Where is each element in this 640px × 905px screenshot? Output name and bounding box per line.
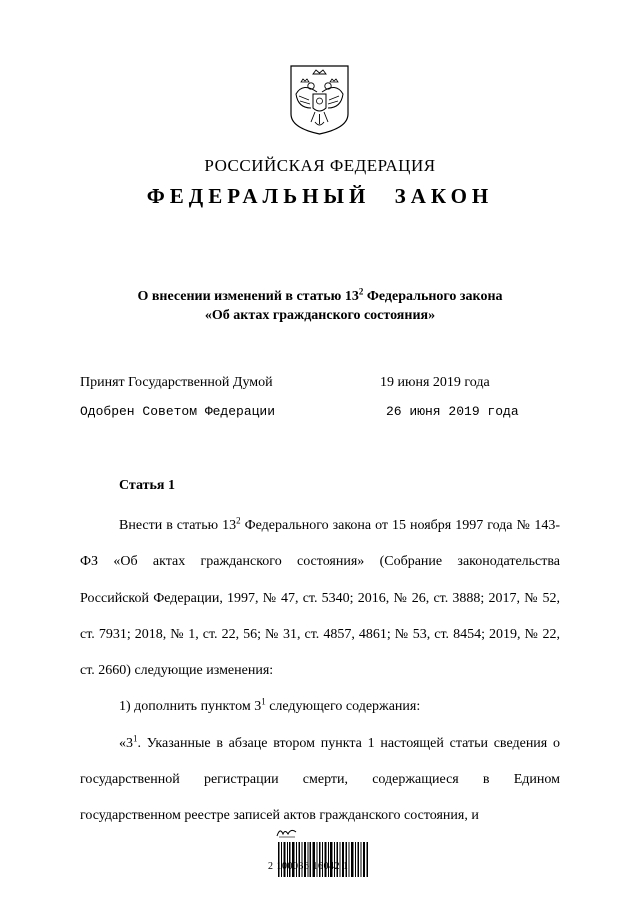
law-title-superscript: 2	[358, 286, 364, 297]
approval-date: 19 июня 2019 года	[380, 375, 490, 390]
law-title-line1-suffix: Федерального закона	[363, 289, 503, 304]
coat-of-arms-emblem	[287, 64, 352, 136]
superscript: 1	[133, 733, 138, 744]
barcode-block	[268, 826, 380, 888]
paragraph-text: Федерального закона от 15 ноября 1997 года № 143-ФЗ «Об актах гражданского состояния» (Собрание законодательства Российской Федерации, 1997, № 47, ст. 5340; 2016, № 26, ст. 3888; 2017, № 52, ст. 7931; 2018, № 1, ст. 22, 56; № 31, ст. 4857, 4861; № 53, ст. 8454; 2019, № 22, ст. 2660) следующие изменения:	[80, 518, 560, 679]
document-type: ФЕДЕРАЛЬНЫЙ ЗАКОН	[146, 184, 494, 208]
article-paragraph	[80, 726, 560, 835]
handwritten-initial-mark	[276, 826, 298, 838]
approval-label: Принят Государственной Думой	[80, 375, 273, 390]
article-paragraph	[80, 689, 560, 725]
country-name: РОССИЙСКАЯ ФЕДЕРАЦИЯ	[204, 156, 436, 175]
article-heading: Статья 1	[119, 478, 175, 493]
article-paragraph	[80, 508, 560, 689]
superscript: 1	[261, 696, 266, 707]
barcode-number: 2 100036 16042 1	[268, 861, 349, 872]
paragraph-text: . Указанные в абзаце втором пункта 1 настоящей статьи сведения о государственной регистрации смерти, содержащиеся в Едином государственном реестре записей актов гражданского состояния, и	[80, 735, 560, 824]
approval-label: Одобрен Советом Федерации	[80, 404, 276, 419]
superscript: 2	[236, 515, 241, 526]
law-title-line2: «Об актах гражданского состояния»	[204, 308, 436, 323]
paragraph-text: 1) дополнить пунктом 3	[119, 699, 262, 715]
paragraph-text: Внести в статью 13	[119, 518, 237, 533]
law-title-line1-prefix: О внесении изменений в статью 13	[137, 289, 359, 304]
approval-date: 26 июня 2019 года	[386, 404, 519, 419]
law-title	[0, 287, 640, 325]
article-body	[80, 508, 560, 835]
paragraph-text: следующего содержания:	[265, 699, 421, 715]
paragraph-text: «3	[119, 735, 133, 751]
